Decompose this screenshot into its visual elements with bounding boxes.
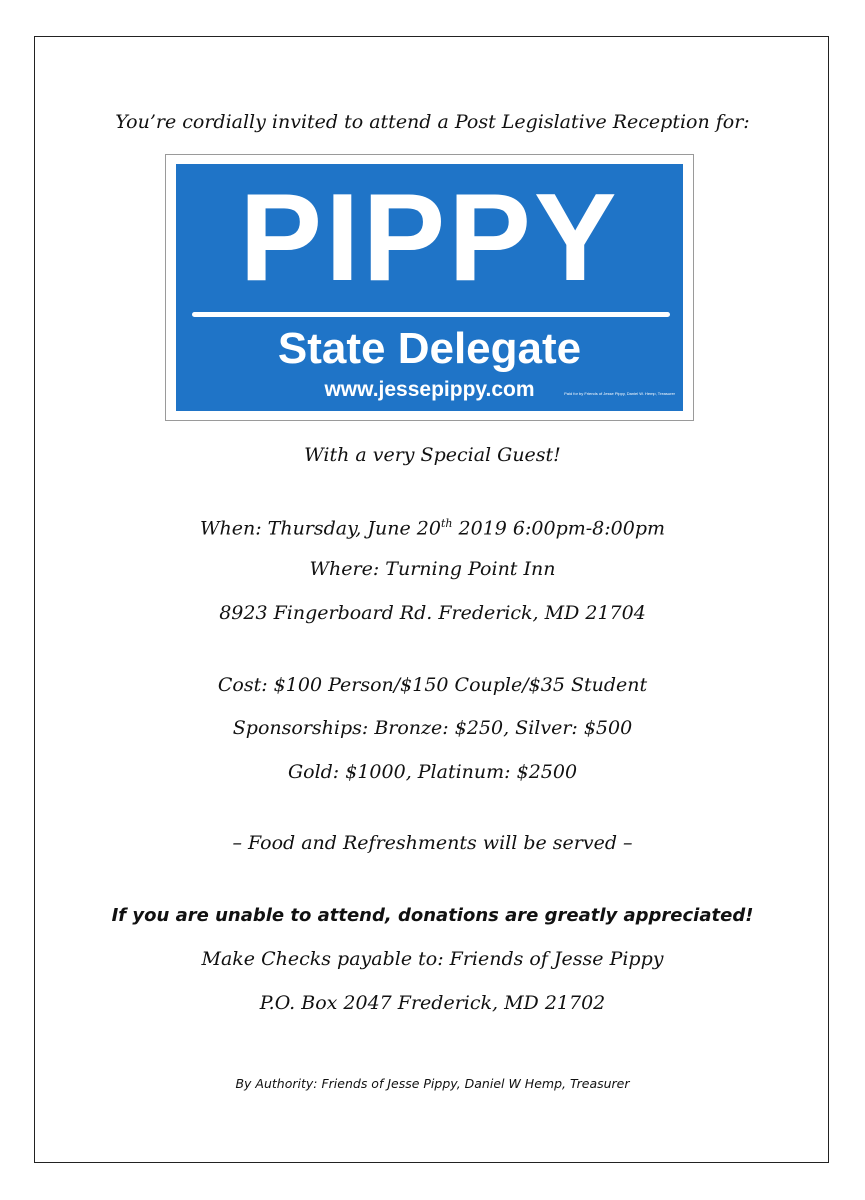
event-address: 8923 Fingerboard Rd. Frederick, MD 21704 bbox=[219, 602, 646, 624]
food-note: – Food and Refreshments will be served – bbox=[232, 832, 633, 854]
special-guest: With a very Special Guest! bbox=[304, 444, 561, 466]
mailing-address: P.O. Box 2047 Frederick, MD 21702 bbox=[259, 992, 606, 1014]
event-where: Where: Turning Point Inn bbox=[309, 558, 556, 580]
donation-note: If you are unable to attend, donations are greatly appreciated! bbox=[111, 905, 754, 926]
sponsorship-levels-2: Gold: $1000, Platinum: $2500 bbox=[287, 761, 578, 783]
invitation-intro: You’re cordially invited to attend a Post Legislative Reception for: bbox=[115, 111, 750, 133]
event-when-date: When: Thursday, June 20 bbox=[199, 517, 441, 540]
logo-paid-for-disclaimer: Paid for by Friends of Jesse Pippy, Daniel W. Hemp, Treasurer bbox=[564, 391, 675, 396]
logo-divider bbox=[192, 312, 670, 317]
checks-payable: Make Checks payable to: Friends of Jesse Pippy bbox=[201, 948, 664, 970]
event-when bbox=[0, 512, 865, 540]
event-when-ordinal: th bbox=[440, 517, 453, 530]
event-cost: Cost: $100 Person/$150 Couple/$35 Student bbox=[217, 674, 648, 696]
logo-candidate-name: PIPPY bbox=[239, 169, 620, 307]
logo-office: State Delegate bbox=[277, 324, 582, 373]
campaign-logo bbox=[176, 164, 683, 411]
logo-website: www.jessepippy.com bbox=[324, 378, 535, 401]
authority-line: By Authority: Friends of Jesse Pippy, Daniel W Hemp, Treasurer bbox=[235, 1076, 630, 1091]
event-when-time: 2019 6:00pm-8:00pm bbox=[452, 517, 666, 540]
sponsorship-levels: Sponsorships: Bronze: $250, Silver: $500 bbox=[232, 717, 633, 739]
